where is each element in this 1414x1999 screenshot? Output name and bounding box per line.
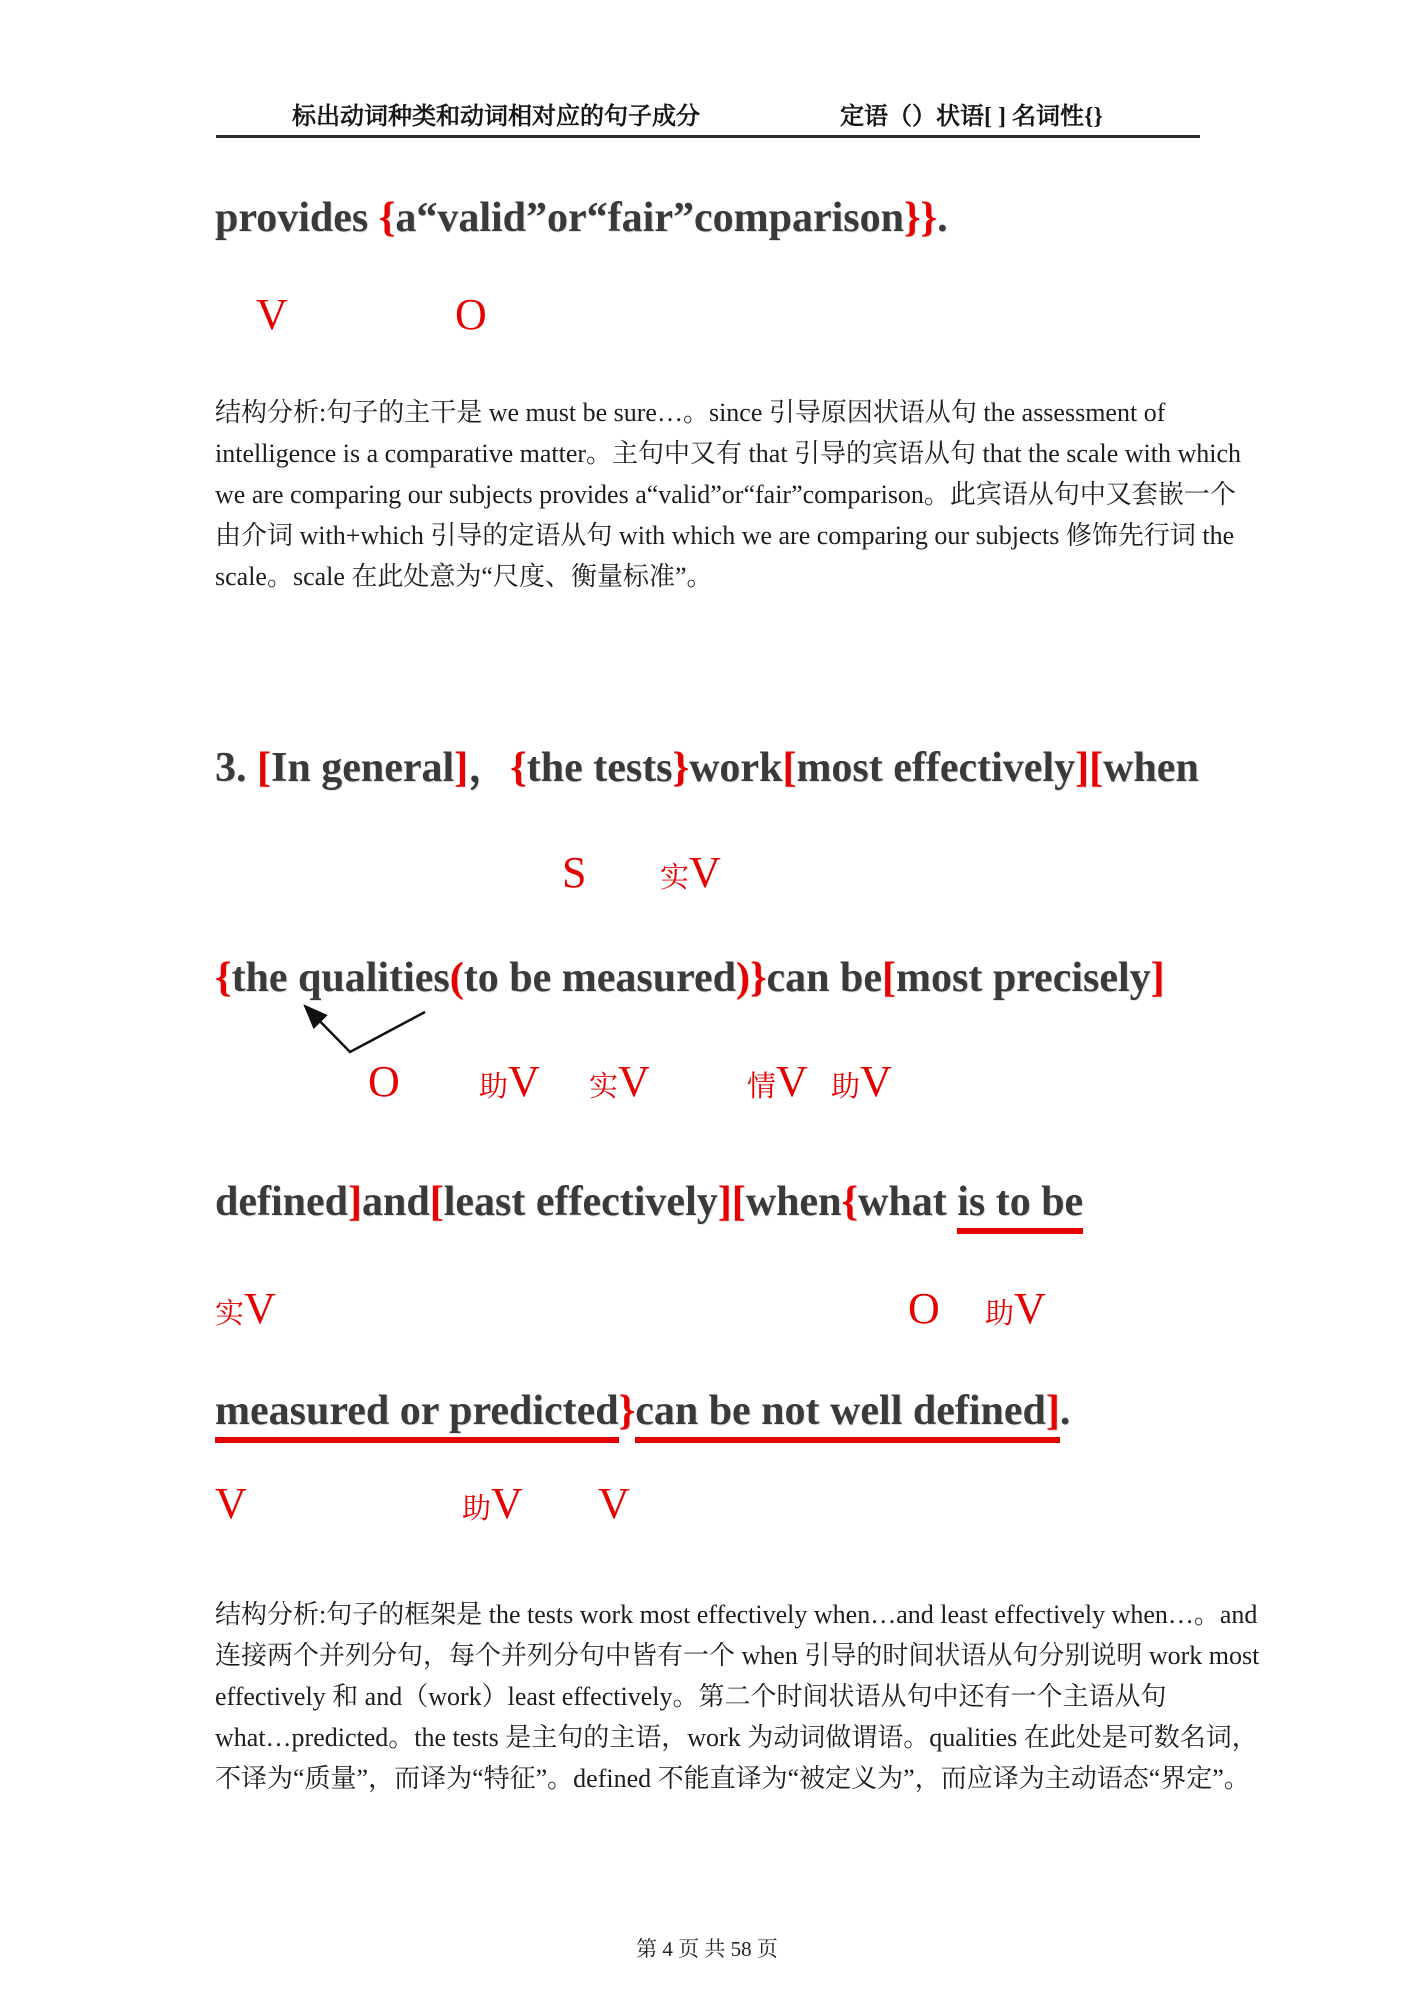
analysis-line: effectively 和 and（work）least effectively。第二个时间状语从句中还有一个主语从句 [215,1682,1167,1711]
sentence-segment: . [937,195,948,241]
sentence-segment: defined [215,1179,349,1225]
sentence-segment: provides [215,195,379,241]
grammar-label: S [562,848,587,897]
sentence-segment: can be not well defined [635,1388,1046,1443]
sentence-segment: what [858,1179,958,1225]
analysis-line: 结构分析:句子的框架是 the tests work most effectively when…and least effectively when…。and [215,1600,1258,1629]
analysis-line: 不译为“质量”，而译为“特征”。defined 不能直译为“被定义为”，而应译为主动语态“界定”。 [215,1764,1250,1793]
grammar-label: 助V [462,1479,523,1528]
sentence-segment: can be [766,955,882,1001]
sentence3-line2 [215,952,1165,1005]
grammar-label-cjk-prefix: 实 [215,1298,245,1330]
grammar-label: 情V [747,1057,808,1106]
sentence3-labels-row1 [0,849,1414,901]
sentence-segment: to be measured [463,955,736,1001]
grammar-label: 助V [985,1284,1046,1333]
header-right-text: 定语（）状语[ ] 名词性{} [840,104,1103,130]
sentence3-labels-row4 [0,1480,1414,1532]
sentence-segment: ] [454,745,469,791]
sentence-segment: when [1103,745,1199,791]
grammar-label: O [368,1057,400,1106]
grammar-label-cjk-prefix: 实 [589,1071,619,1103]
sentence-segment: } [618,1388,636,1434]
sentence-segment: ( [449,955,464,1001]
grammar-label-cjk-prefix: 助 [831,1071,861,1103]
sentence3-line3 [215,1176,1083,1229]
grammar-label: 实V [660,848,721,897]
analysis-line: what…predicted。the tests 是主句的主语，work 为动词做谓语。qualities 在此处是可数名词， [215,1723,1258,1752]
sentence-segment: ] [1150,955,1165,1001]
sentence-segment: least effectively [443,1179,718,1225]
sentence-segment: work [689,745,783,791]
grammar-label: 实V [215,1284,276,1333]
header-underline [216,135,1200,138]
sentence-segment: [ [257,745,271,791]
sentence3-labels-row2 [0,1058,1414,1110]
grammar-label-cjk-prefix: 实 [660,862,690,894]
sentence-segment: { [510,745,527,791]
analysis-paragraph-2 [215,1594,1260,1799]
sentence-segment: ， [468,745,511,791]
grammar-label: O [455,290,487,339]
grammar-label: V [215,1479,247,1528]
sentence-segment: { [841,1179,858,1225]
sentence3-line1 [215,742,1199,795]
header-left-text: 标出动词种类和动词相对应的句子成分 [292,104,700,130]
grammar-label-cjk-prefix: 情 [747,1071,777,1103]
sentence-segment: { [378,195,396,241]
sentence-segment: measured or predicted [215,1388,619,1443]
sentence-segment: . [1059,1388,1071,1434]
grammar-label: O [908,1284,940,1333]
sentence-segment: most effectively [796,745,1076,791]
grammar-label-cjk-prefix: 助 [479,1071,509,1103]
grammar-label-cjk-prefix: 助 [462,1493,492,1525]
sentence-segment: ] [348,1179,363,1225]
sentence-segment: )} [735,955,767,1001]
sentence-segment: is to be [957,1179,1083,1234]
sentence1-labels [0,291,1414,343]
analysis-line: we are comparing our subjects provides a“valid”or“fair”comparison。此宾语从句中又套嵌一个 [215,480,1236,509]
arrow-line [305,1006,425,1052]
analysis-line: 由介词 with+which 引导的定语从句 with which we are comparing our subjects 修饰先行词 the [215,521,1235,550]
sentence-segment: the tests [526,745,673,791]
sentence-segment: [ [882,955,896,1001]
sentence-segment: 3. [215,745,257,791]
sentence-segment: when [745,1179,842,1225]
sentence3-labels-row3 [0,1285,1414,1337]
sentence-segment: { [215,955,232,1001]
analysis-line: 结构分析:句子的主干是 we must be sure…。since 引导原因状语从句 the assessment of [215,398,1166,427]
sentence-segment: In general [271,745,455,791]
sentence-segment: [ [429,1179,444,1225]
analysis-line: scale。scale 在此处意为“尺度、衡量标准”。 [215,562,713,591]
sentence-segment: ][ [1075,745,1104,791]
sentence1-line1 [215,192,948,245]
sentence3-line4 [215,1385,1070,1438]
grammar-label: V [598,1479,630,1528]
grammar-label: 助V [479,1057,540,1106]
sentence-segment: ] [1046,1388,1060,1443]
sentence-segment: }} [903,195,938,241]
sentence-segment: the qualities [231,955,450,1001]
grammar-label: V [256,290,288,339]
sentence-segment: and [362,1179,430,1225]
page-number: 第 4 页 共 58 页 [636,1937,778,1961]
analysis-paragraph-1 [215,392,1242,597]
grammar-label-cjk-prefix: 助 [985,1298,1015,1330]
analysis-line: intelligence is a comparative matter。主句中又有 that 引导的宾语从句 that the scale with which [215,439,1242,468]
sentence-segment: ][ [717,1179,746,1225]
sentence-segment: most precisely [896,955,1151,1001]
sentence-segment: [ [782,745,797,791]
sentence-segment: a“valid”or“fair”comparison [395,195,904,241]
grammar-label: 助V [831,1057,892,1106]
grammar-label: 实V [589,1057,650,1106]
analysis-line: 连接两个并列分句，每个并列分句中皆有一个 when 引导的时间状语从句分别说明 work most [215,1641,1260,1670]
sentence-segment: } [672,745,690,791]
